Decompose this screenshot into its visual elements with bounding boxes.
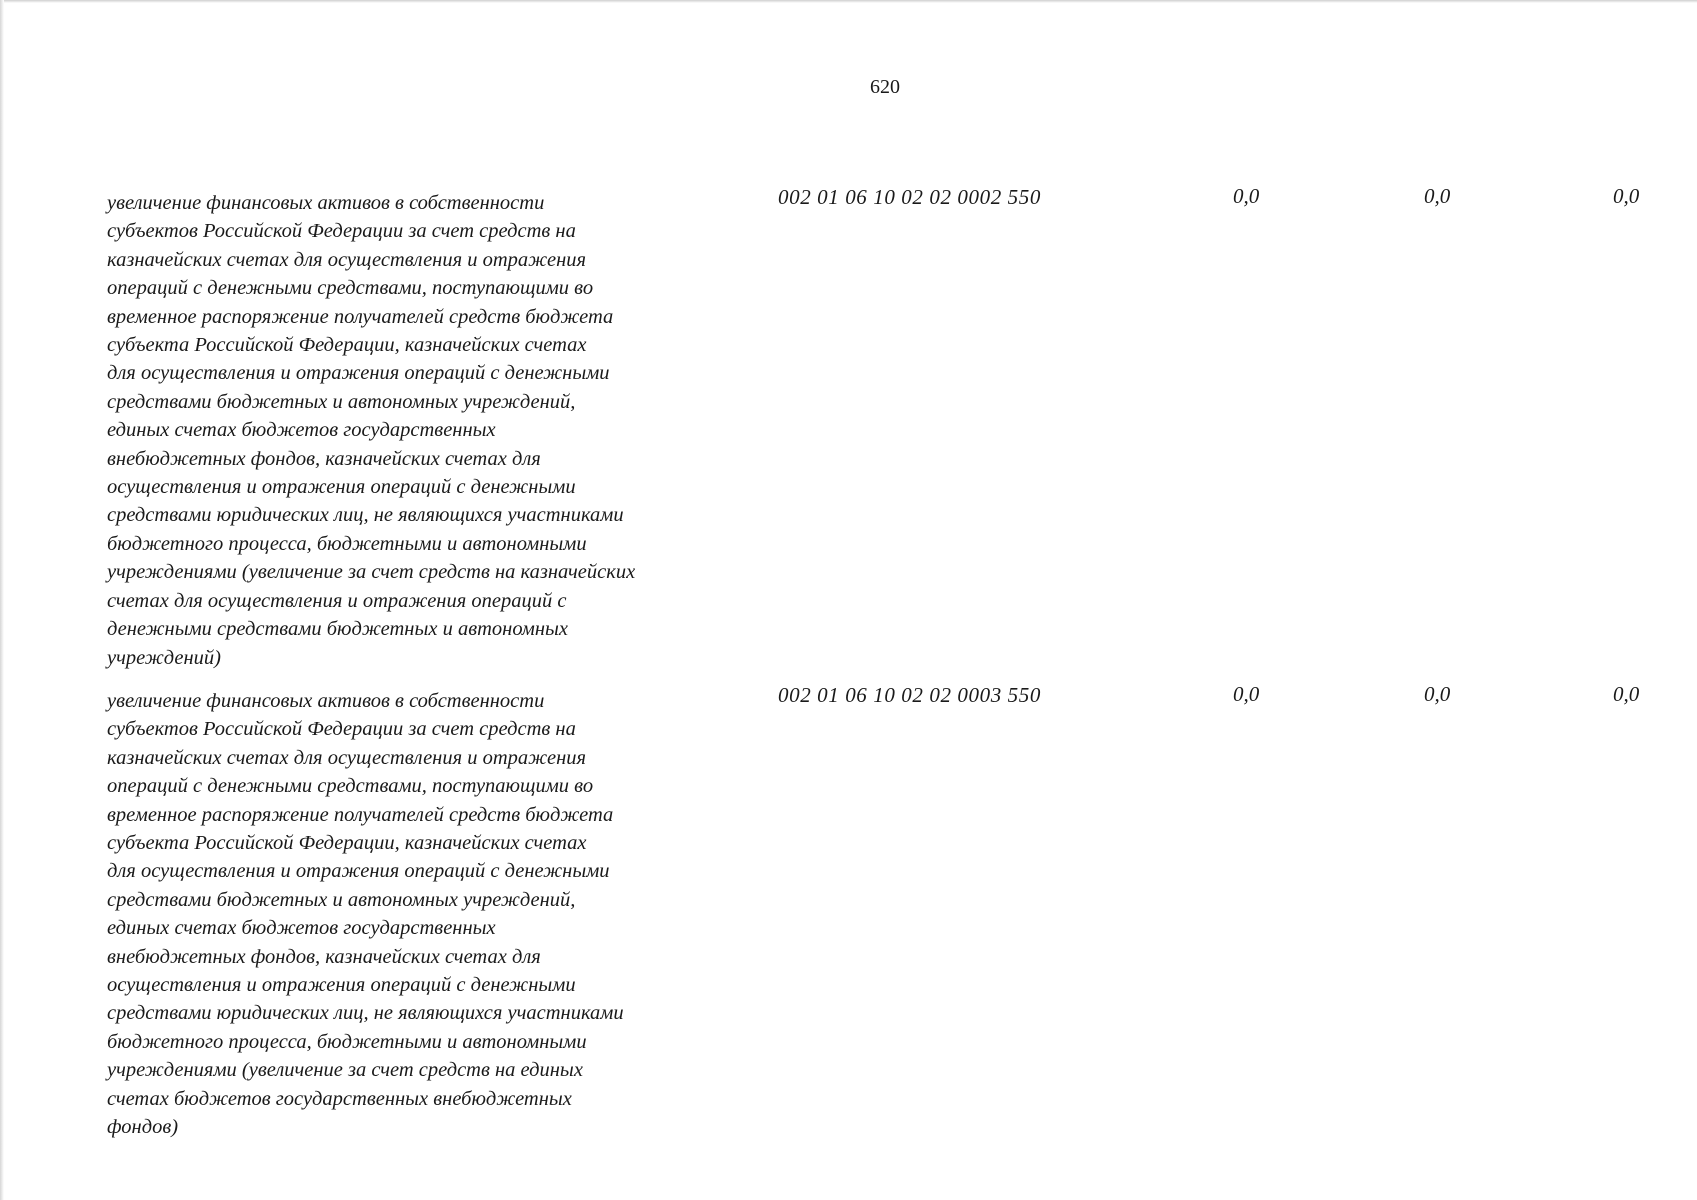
row-code: 002 01 06 10 02 02 0002 550 <box>778 185 1041 209</box>
row-code: 002 01 06 10 02 02 0003 550 <box>778 683 1041 707</box>
scan-edge-top <box>0 0 1697 3</box>
page-number: 620 <box>870 76 900 98</box>
scan-edge-left <box>0 0 4 1200</box>
row-value-2: 0,0 <box>1424 682 1451 706</box>
row-description: увеличение финансовых активов в собственности субъектов Российской Федерации за счет средств на казначейских счетах для осуществления и отражения операций с денежными средствами, поступающими во временное распоряжение получателей средств бюджета субъекта Российской Федерации, казначейских счетах для осуществления и отражения операций с денежными средствами бюджетных и автономных учреждений, единых счетах бюджетов государственных внебюджетных фондов, казначейских счетах для осуществления и отражения операций с денежными средствами юридических лиц, не являющихся участниками бюджетного процесса, бюджетными и автономными учреждениями (увеличение за счет средств на казначейских счетах для осуществления и отражения операций с денежными средствами бюджетных и автономных учреждений) <box>107 192 636 669</box>
row-value-1: 0,0 <box>1233 184 1260 208</box>
row-value-2: 0,0 <box>1424 184 1451 208</box>
row-value-1: 0,0 <box>1233 682 1260 706</box>
row-value-3: 0,0 <box>1613 682 1640 706</box>
row-value-3: 0,0 <box>1613 184 1640 208</box>
row-description: увеличение финансовых активов в собственности субъектов Российской Федерации за счет средств на казначейских счетах для осуществления и отражения операций с денежными средствами, поступающими во временное распоряжение получателей средств бюджета субъекта Российской Федерации, казначейских счетах для осуществления и отражения операций с денежными средствами бюджетных и автономных учреждений, единых счетах бюджетов государственных внебюджетных фондов, казначейских счетах для осуществления и отражения операций с денежными средствами юридических лиц, не являющихся участниками бюджетного процесса, бюджетными и автономными учреждениями (увеличение за счет средств на единых счетах бюджетов государственных внебюджетных фондов) <box>107 690 624 1139</box>
